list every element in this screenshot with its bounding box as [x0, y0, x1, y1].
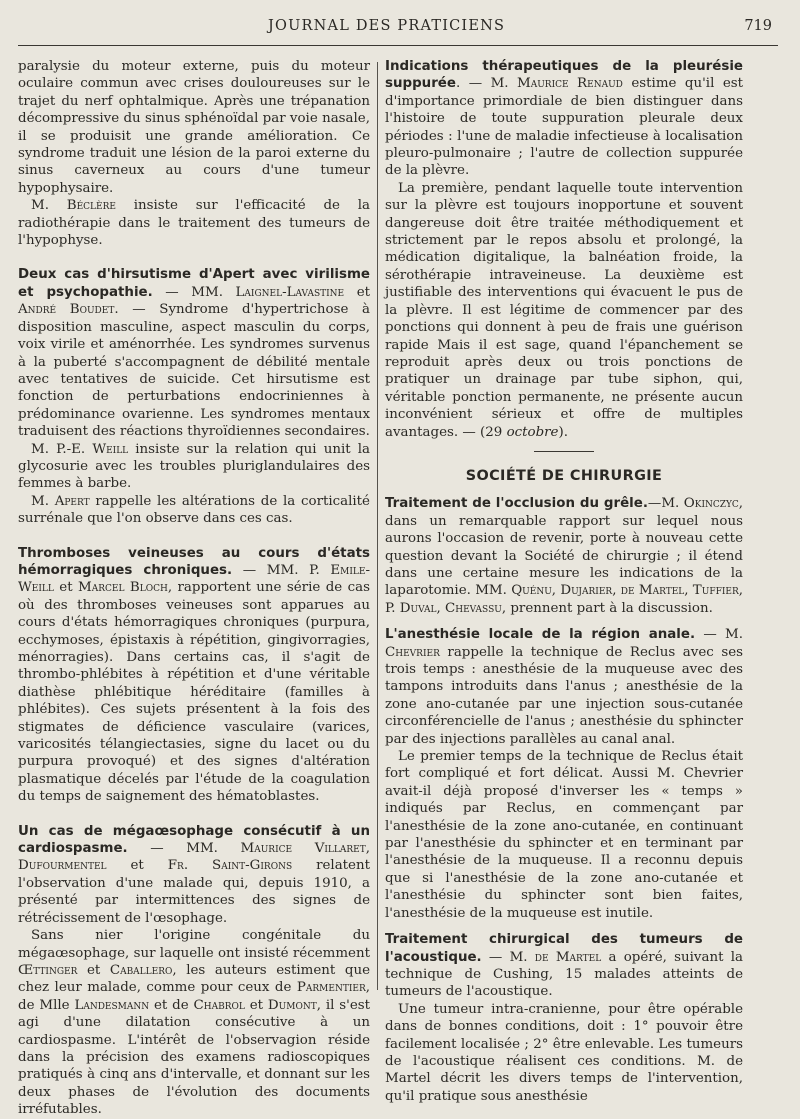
text-fragment: — M.: [481, 949, 535, 965]
text-fragment: et: [53, 580, 79, 596]
author-name: Parmentier: [296, 980, 366, 996]
text-fragment: et: [106, 858, 168, 874]
text-fragment: et: [77, 962, 110, 978]
text-fragment: et de: [149, 997, 194, 1013]
text-fragment: ,: [365, 841, 370, 857]
left-column: [18, 58, 370, 1119]
paragraph-text: relatent l'observation d'une malade qui, depuis 1910, a présenté par intermittences des signes de rétrécissement de l'œsophage.: [18, 858, 370, 926]
paragraph-origine-congenitale: [18, 927, 370, 1118]
article-title: Deux cas d'hirsutisme d'Apert avec virilisme et psychopathie.: [18, 267, 370, 300]
text-fragment: ).: [558, 424, 568, 440]
text-fragment: —M.: [647, 496, 684, 512]
paragraph-text: rappelle la technique de Reclus avec ses trois temps : anesthésie de la muqueuse avec des tampons introduits dans l'anus ; anesthésie de la zone ano-cutanée par une injection sous-cutanée circonférencielle de l'anus ; anesthésie du sphincter par des injections parallèles au canal anal.: [385, 644, 743, 747]
author-name: P. Emile-Weill: [18, 562, 370, 596]
text-fragment: — MM.: [127, 841, 241, 857]
article-title: L'anesthésie locale de la région anale.: [385, 627, 696, 643]
text-fragment: , prennent part à la discussion.: [501, 600, 713, 616]
author-name: Dumont: [267, 997, 317, 1013]
author-name: Landesmann: [74, 997, 150, 1013]
author-name: M. P.-E. Weill: [31, 441, 129, 457]
section-heading: SOCIÉTÉ DE CHIRURGIE: [465, 467, 663, 484]
article-title: Thromboses veineuses au cours d'états hémorragiques chroniques.: [18, 545, 370, 578]
journal-title: JOURNAL DES PRATICIENS: [268, 18, 506, 34]
text-fragment: . — M.: [455, 76, 517, 92]
author-name: de Martel: [534, 949, 602, 965]
text-fragment: et: [244, 997, 268, 1013]
paragraph-text: . — Syndrome d'hypertrichose à disposition masculine, aspect masculin du corps, voix virile et aménorrhée. Les syndromes survenus à la puberté s'accompagnent de débilité mentale avec tentatives de suicide. Cet hirsutisme est fonction de perturbations endocriniennes à prédominance ovarienne. Les syndromes mentaux traduisent des réactions thyroïdiennes secondaires.: [18, 302, 370, 440]
article-pleuresie: [385, 58, 743, 180]
author-name: Okinczyc: [683, 496, 739, 512]
paragraph-text: estime qu'il est d'importance primordiale de bien distinguer dans l'histoire de toute suppuration pleurale deux périodes : l'une de maladie infectieuse à localisation pleuro-pulmonaire ; l'autre de collection suppurée de la plèvre.: [385, 76, 743, 179]
text-fragment: , de Mlle: [18, 980, 370, 1013]
author-name: M. Béclère: [31, 198, 116, 214]
article-occlusion-grele: [385, 495, 743, 617]
paragraph-weill: [18, 441, 370, 493]
page-number: 719: [744, 18, 772, 34]
text-fragment: et: [344, 284, 371, 300]
author-name: Maurice Renaud: [517, 76, 623, 92]
article-thromboses: [18, 545, 370, 806]
paragraph-text: rappelle les altérations de la corticalité surrénale que l'on observe dans ces cas.: [18, 493, 370, 527]
paragraph-text: a opéré, suivant la technique de Cushing, 15 malades atteints de tumeurs de l'acoustique.: [385, 949, 743, 1000]
paragraph-premiere-periode: [385, 180, 743, 441]
section-separator: [534, 451, 594, 452]
article-tumeurs-acoustique: [385, 931, 743, 1001]
author-name: M. Apert: [31, 493, 90, 509]
paragraph-text: insiste sur l'efficacité de la radiothérapie dans le traitement des tumeurs de l'hypophyse.: [18, 198, 370, 249]
author-name: Œttinger: [18, 962, 78, 978]
article-title: Traitement de l'occlusion du grêle.: [385, 496, 648, 512]
author-name: Maurice Villaret: [240, 841, 366, 857]
text-fragment: — M.: [695, 627, 743, 643]
paragraph-beclere: [18, 197, 370, 249]
text-fragment: , les auteurs estiment que chez leur malade, comme pour ceux de: [18, 962, 370, 996]
author-name: Fr. Saint-Girons: [167, 858, 293, 874]
date-month: octobre: [506, 424, 559, 440]
paragraph-text: La première, pendant laquelle toute intervention sur la plèvre est toujours inopportune et souvent dangereuse doit être traitée méthodiquement et strictement par le repos absolu et prolongé, la médication digitalique, la balnéation froide, la sérothérapie intraveineuse. La deuxième est justifiable des interventions qui évacuent le pus de la plèvre. Il est légitime de commencer par des ponctions qui donnent à peu de frais une guérison rapide Mais il est sage, quand l'épanchement se reproduit après deux ou trois ponctions de pratiquer un drainage par tube siphon, qui, véritable ponction permanente, ne présente aucun inconvénient sérieux et offre de multiples avantages. — (29: [385, 180, 743, 440]
article-anesthesie-anale: [385, 626, 743, 748]
column-divider: [377, 62, 378, 990]
paragraph-hypophyse: paralysie du moteur externe, puis du moteur oculaire commun avec crises douloureuses sur le trajet du nerf ophtalmique. Après une trépanation décompressive du sinus sphénoïdal par voie nasale, il se produisit une grande amélioration. Ce syndrome traduit une lésion de la paroi externe du sinus caverneux au cours d'une tumeur hypophysaire.: [18, 59, 370, 196]
page-header: [0, 18, 800, 42]
paragraph-tumeur-intracranienne: Une tumeur intra-cranienne, pour être opérable dans de bonnes conditions, doit : 1° pouvoir être facilement localisée ; 2° être enlevable. Les tumeurs de l'acoustique réalisent ces conditions. M. de Martel décrit les divers temps de l'intervention, qu'il pratique sous anesthésie: [385, 1001, 743, 1104]
paragraph-text: , dans un remarquable rapport sur lequel nous aurons l'occasion de revenir, porte à nouveau cette question devant la Société de chirurgie ; il étend dans une certaine mesure les indications de la laparotomie. MM.: [385, 496, 743, 599]
paragraph-text: , rapportent une série de cas où des thromboses veineuses sont apparues au cours d'états hémorragiques chroniques (purpura, ecchymoses, épistaxis à répétition, gingivorragies, ménorragies). Dans certains cas, il s'agit de thrombo-phlébites à répétition et d'une véritable diathèse phlébitique héréditaire (familles à phlébites). Ces sujets présentent à la fois des stigmates de déficience vasculaire (varices, varicosités télangiectasies, signe du lacet ou du purpura provoqué) et des signes d'altération plasmatique décelés par l'étude de la coagulation du temps de saignement des hématoblastes.: [18, 580, 370, 805]
header-rule: [18, 45, 778, 46]
article-megaoesophage: [18, 823, 370, 927]
paragraph-text: , il s'est agi d'une dilatation consécutive à un cardiospasme. L'intérêt de l'observagion réside dans la précision des examens radioscopiques pratiqués à cinq ans d'intervalle, et donnant sur les deux phases de l'évolution des documents irréfutables.: [18, 997, 370, 1118]
author-name: Chevrier: [385, 644, 440, 660]
article-title: Un cas de mégaœsophage consécutif à un cardiospasme.: [18, 823, 370, 857]
author-name: Caballero: [109, 962, 173, 978]
author-name: Chabrol: [193, 997, 245, 1013]
author-names: Quénu, Dujarier, de Martel, Tuffier, P. Duval, Chevassu: [385, 583, 743, 616]
article-title: Indications thérapeutiques de la pleurésie suppurée: [385, 59, 743, 92]
paragraph-apert: [18, 493, 370, 528]
author-name: Marcel Bloch: [78, 580, 168, 596]
right-column: [385, 58, 743, 1105]
text-fragment: Sans nier l'origine congénitale du mégaœsophage, sur laquelle ont insisté récemment: [18, 928, 370, 961]
text-fragment: — MM.: [232, 562, 310, 578]
author-name: Laignel-Lavastine: [235, 284, 345, 300]
article-hirsutisme: [18, 266, 370, 440]
paragraph-premier-temps: Le premier temps de la technique de Reclus était fort compliqué et fort délicat. Aussi M. Chevrier avait-il déjà proposé d'inverser les « temps » indiqués par Reclus, en commençant par l'anesthésie de la zone ano-cutanée, en continuant par l'anesthésie du sphincter et en terminant par l'anesthésie de la muqueuse. Il a reconnu depuis que si l'anesthésie de la zone ano-cutanée et l'anesthésie du sphincter sont bien faites, l'anesthésie de la muqueuse est inutile.: [385, 749, 743, 921]
paragraph-text: insiste sur la relation qui unit la glycosurie avec les troubles pluriglandulaires des femmes à barbe.: [18, 441, 370, 492]
author-name: Dufourmentel: [18, 858, 107, 874]
article-title: Traitement chirurgical des tumeurs de l'acoustique.: [385, 932, 743, 965]
text-fragment: — MM.: [152, 284, 236, 300]
author-name: André Boudet: [18, 302, 115, 318]
